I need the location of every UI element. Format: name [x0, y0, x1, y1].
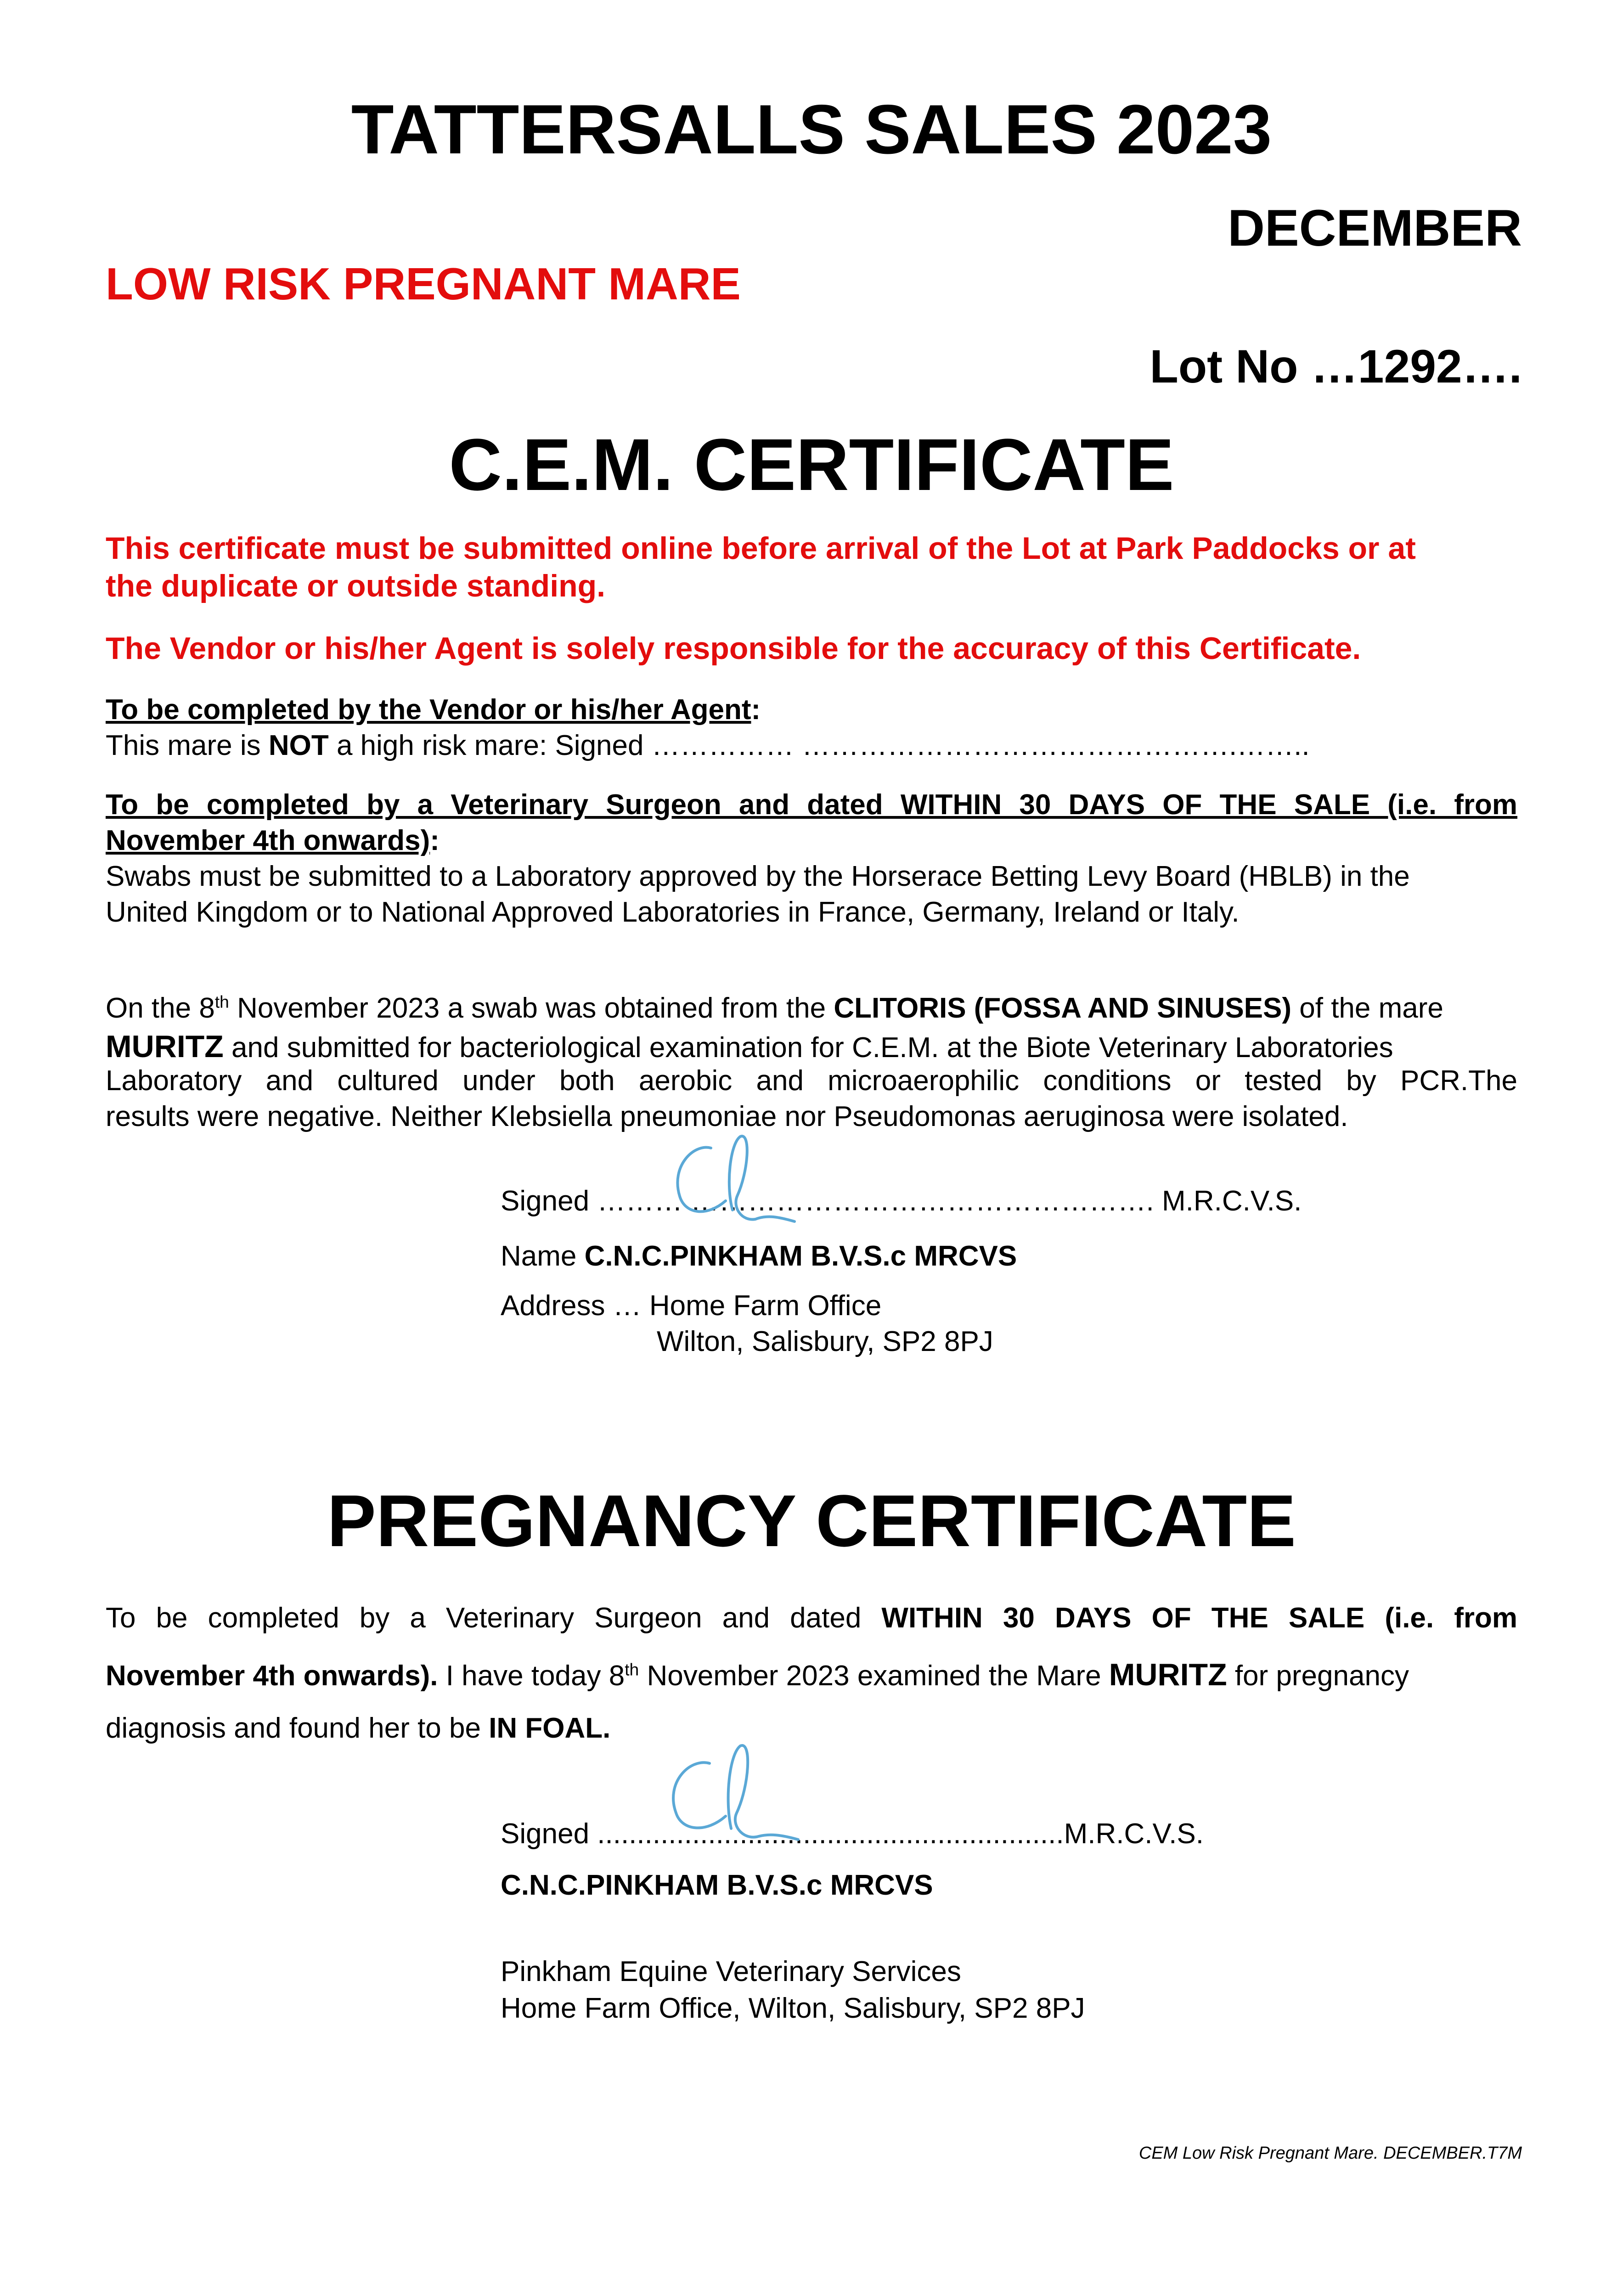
- vendor-heading-text: To be completed by the Vendor or his/her Agent: [106, 694, 751, 726]
- preg-mare-name: MURITZ: [1109, 1657, 1227, 1692]
- vendor-not: NOT: [268, 730, 329, 761]
- vet-heading-line-2: [106, 824, 440, 857]
- submission-warning-line-2: the duplicate or outside standing.: [106, 568, 606, 603]
- pregnancy-line-3: [106, 1712, 610, 1745]
- cem-signed-line: Signed ……… …………………………………………. M.R.C.V.S.: [501, 1185, 1302, 1217]
- pregnancy-line-2: [106, 1657, 1409, 1693]
- vendor-heading: [106, 693, 761, 726]
- vendor-text-pre: This mare is: [106, 730, 269, 761]
- name-label: Name: [501, 1240, 585, 1272]
- preg-l2-b: November 2023 examined the Mare: [639, 1660, 1109, 1692]
- swab-site: CLITORIS (FOSSA AND SINUSES): [834, 992, 1292, 1024]
- cem-date-pre: On the 8: [106, 992, 215, 1024]
- cem-address-line-2: Wilton, Salisbury, SP2 8PJ: [657, 1326, 993, 1357]
- cem-paragraph-line-3: Laboratory and cultured under both aerobic and microaerophilic conditions or tested by PCR.The: [106, 1065, 1517, 1097]
- cem-line1-end: of the mare: [1291, 992, 1443, 1024]
- preg-l1-pre: To be completed by a Veterinary Surgeon and dated: [106, 1602, 882, 1634]
- vet-heading-text-2: November 4th onwards): [106, 825, 430, 856]
- cem-paragraph-line-1: [106, 992, 1443, 1024]
- cem-address-line-1: Address … Home Farm Office: [501, 1290, 882, 1322]
- cem-line2-rest: and submitted for bacteriological examination for C.E.M. at the Biote Veterinary Laboratories: [223, 1032, 1393, 1064]
- cem-certificate-title: C.E.M. CERTIFICATE: [449, 423, 1174, 506]
- vendor-text-post: a high risk mare: Signed …………… ……………………………………….……..: [328, 730, 1310, 761]
- name-value: C.N.C.PINKHAM B.V.S.c MRCVS: [584, 1240, 1017, 1272]
- practice-name: Pinkham Equine Veterinary Services: [501, 1956, 961, 1987]
- pregnancy-line-1: [106, 1602, 1517, 1634]
- vendor-declaration: [106, 729, 1310, 762]
- risk-label: LOW RISK PREGNANT MARE: [106, 259, 741, 309]
- cem-paragraph-line-2: [106, 1029, 1393, 1064]
- preg-l2-bold: November 4th onwards).: [106, 1660, 438, 1692]
- submission-warning-line-1: This certificate must be submitted online before arrival of the Lot at Park Paddocks or at: [106, 531, 1416, 566]
- page-title: TATTERSALLS SALES 2023: [351, 90, 1272, 169]
- cem-vet-name: [501, 1240, 1017, 1272]
- pregnancy-vet-name: C.N.C.PINKHAM B.V.S.c MRCVS: [501, 1869, 933, 1901]
- vet-heading-text-1: To be completed by a Veterinary Surgeon and dated WITHIN 30 DAYS OF THE SALE (i.e. from: [106, 789, 1517, 821]
- sale-month: DECEMBER: [1228, 199, 1522, 257]
- pregnancy-result: IN FOAL.: [489, 1712, 611, 1744]
- swab-instruction-line-1: Swabs must be submitted to a Laboratory approved by the Horserace Betting Levy Board (HBLB) in the: [106, 861, 1410, 892]
- vet-heading-line-1: [106, 788, 1517, 821]
- vet-signature-pregnancy: [652, 1727, 827, 1860]
- pregnancy-signed-line: Signed ...........................................................M.R.C.V.S.: [501, 1818, 1204, 1850]
- preg-l2-c: for pregnancy: [1227, 1660, 1409, 1692]
- preg-l2-a: I have today 8: [438, 1660, 625, 1692]
- vet-heading-colon: :: [430, 825, 440, 856]
- responsibility-warning: The Vendor or his/her Agent is solely responsible for the accuracy of this Certificate.: [106, 631, 1361, 666]
- practice-address: Home Farm Office, Wilton, Salisbury, SP2 8PJ: [501, 1992, 1085, 2024]
- preg-l2-sup: th: [625, 1660, 639, 1679]
- footer-reference: CEM Low Risk Pregnant Mare. DECEMBER.T7M: [1138, 2144, 1522, 2163]
- cem-date-post: November 2023 a swab was obtained from the: [229, 992, 834, 1024]
- vendor-heading-colon: :: [751, 694, 761, 726]
- preg-l3-pre: diagnosis and found her to be: [106, 1712, 489, 1744]
- lot-number: Lot No …1292….: [1150, 340, 1522, 393]
- mare-name: MURITZ: [106, 1029, 224, 1064]
- pregnancy-certificate-title: PREGNANCY CERTIFICATE: [327, 1480, 1296, 1562]
- cem-date-sup: th: [214, 992, 229, 1012]
- preg-l1-bold: WITHIN 30 DAYS OF THE SALE (i.e. from: [881, 1602, 1517, 1634]
- cem-paragraph-line-4: results were negative. Neither Klebsiella pneumoniae nor Pseudomonas aeruginosa were isolated.: [106, 1101, 1348, 1132]
- swab-instruction-line-2: United Kingdom or to National Approved Laboratories in France, Germany, Ireland or Italy.: [106, 896, 1240, 928]
- vet-signature-cem: [657, 1116, 822, 1244]
